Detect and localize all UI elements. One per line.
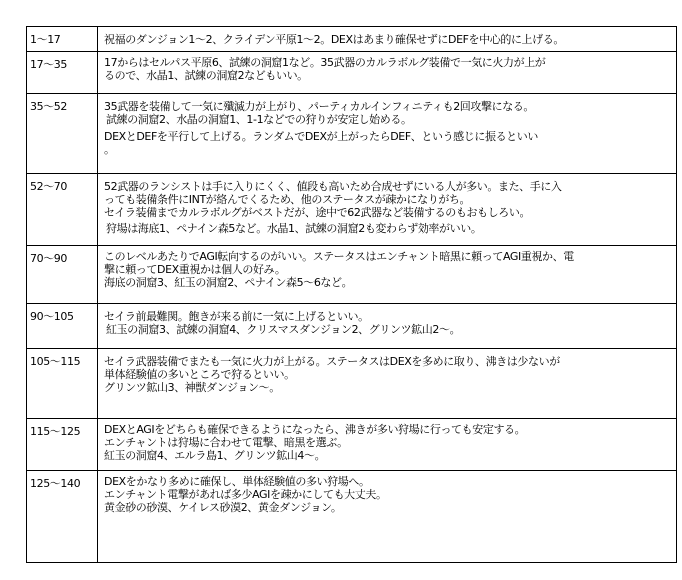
- note-line: 試練の洞窟2、水晶の洞窟1、1-1などでの狩りが安定し始める。: [106, 113, 412, 126]
- table-row: [27, 419, 677, 471]
- notes-cell: [98, 304, 677, 349]
- note-line: DEXとDEFを平行して上げる。ランダムでDEXが上がったらDEF、という感じに振るといい: [104, 130, 538, 143]
- level-range-cell: [27, 52, 98, 94]
- level-range: 17～35: [30, 58, 67, 71]
- leveling-guide-table: [26, 26, 677, 563]
- note-line: 17からはセルパス平原6、試練の洞窟1など。35武器のカルラボルグ装備で一気に火力が上が: [104, 56, 546, 69]
- note-line: エンチャント電撃があれば多少AGIを疎かにしても大丈夫。: [104, 488, 387, 501]
- note-line: セイラ装備までカルラボルグがベストだが、途中で62武器など装備するのもおもしろい。: [104, 206, 531, 219]
- table-row: [27, 94, 677, 174]
- leveling-guide-body: [27, 27, 677, 563]
- level-range: 125～140: [30, 477, 81, 490]
- note-line: るので、水晶1、試練の洞窟2などもいい。: [104, 69, 308, 82]
- note-line: 35武器を装備して一気に殲滅力が上がり、パーティカルインフィニティも2回攻撃になる。: [104, 100, 535, 113]
- table-row: [27, 246, 677, 304]
- level-range-cell: [27, 94, 98, 174]
- note-line: DEXとAGIをどちらも確保できるようになったら、沸きが多い狩場に行っても安定する。: [104, 423, 526, 436]
- note-line: このレベルあたりでAGI転向するのがいい。ステータスはエンチャント暗黒に頼ってAGI重視か、電: [104, 250, 574, 263]
- note-line: 海底の洞窟3、紅玉の洞窟2、ペナイン森5～6など。: [104, 276, 353, 289]
- note-line: 単体経験値の多いところで狩るといい。: [104, 368, 295, 381]
- notes-cell: [98, 419, 677, 471]
- level-range: 35～52: [30, 100, 67, 113]
- note-line: っても装備条件にINTが絡んでくるため、他のステータスが疎かになりがち。: [104, 193, 471, 206]
- level-range-cell: [27, 174, 98, 246]
- note-line: 祝福のダンジョン1～2、クライデン平原1～2。DEXはあまり確保せずにDEFを中心的に上げる。: [104, 33, 564, 46]
- table-row: [27, 471, 677, 563]
- level-range: 52～70: [30, 180, 67, 193]
- notes-cell: [98, 246, 677, 304]
- table-row: [27, 27, 677, 52]
- table-row: [27, 349, 677, 419]
- notes-cell: [98, 349, 677, 419]
- level-range: 1～17: [30, 33, 61, 46]
- level-range-cell: [27, 27, 98, 52]
- notes-cell: [98, 52, 677, 94]
- table-row: [27, 52, 677, 94]
- notes-cell: [98, 94, 677, 174]
- table-row: [27, 174, 677, 246]
- note-line: 52武器のランシストは手に入りにくく、値段も高いため合成せずにいる人が多い。また、手に入: [104, 180, 562, 193]
- notes-cell: [98, 27, 677, 52]
- table-row: [27, 304, 677, 349]
- note-line: DEXをかなり多めに確保し、単体経験値の多い狩場へ。: [104, 475, 370, 488]
- level-range: 115～125: [30, 425, 81, 438]
- note-line: セイラ前最難関。飽きが来る前に一気に上げるといい。: [104, 310, 369, 323]
- level-range: 90～105: [30, 310, 74, 323]
- note-line: グリンツ鉱山3、神獣ダンジョン～。: [104, 381, 280, 394]
- level-range-cell: [27, 419, 98, 471]
- note-line: 撃に頼ってDEX重視かは個人の好み。: [104, 263, 286, 276]
- note-line: 狩場は海底1、ペナイン森5など。水晶1、試練の洞窟2も変わらず効率がいい。: [106, 222, 482, 235]
- notes-cell: [98, 174, 677, 246]
- note-line: エンチャントは狩場に合わせて電撃、暗黒を選ぶ。: [104, 436, 348, 449]
- level-range-cell: [27, 246, 98, 304]
- note-line: 紅玉の洞窟3、試練の洞窟4、クリスマスダンジョン2、グリンツ鉱山2～。: [106, 323, 461, 336]
- notes-cell: [98, 471, 677, 563]
- note-line: 。: [104, 143, 115, 156]
- note-line: 紅玉の洞窟4、エルラ島1、グリンツ鉱山4～。: [104, 449, 326, 462]
- level-range: 105～115: [30, 355, 81, 368]
- level-range-cell: [27, 304, 98, 349]
- note-line: セイラ武器装備でまたも一気に火力が上がる。ステータスはDEXを多めに取り、沸きは少ないが: [104, 355, 560, 368]
- level-range: 70～90: [30, 252, 67, 265]
- level-range-cell: [27, 471, 98, 563]
- note-line: 黄金砂の砂漠、ケイレス砂漠2、黄金ダンジョン。: [104, 501, 342, 514]
- level-range-cell: [27, 349, 98, 419]
